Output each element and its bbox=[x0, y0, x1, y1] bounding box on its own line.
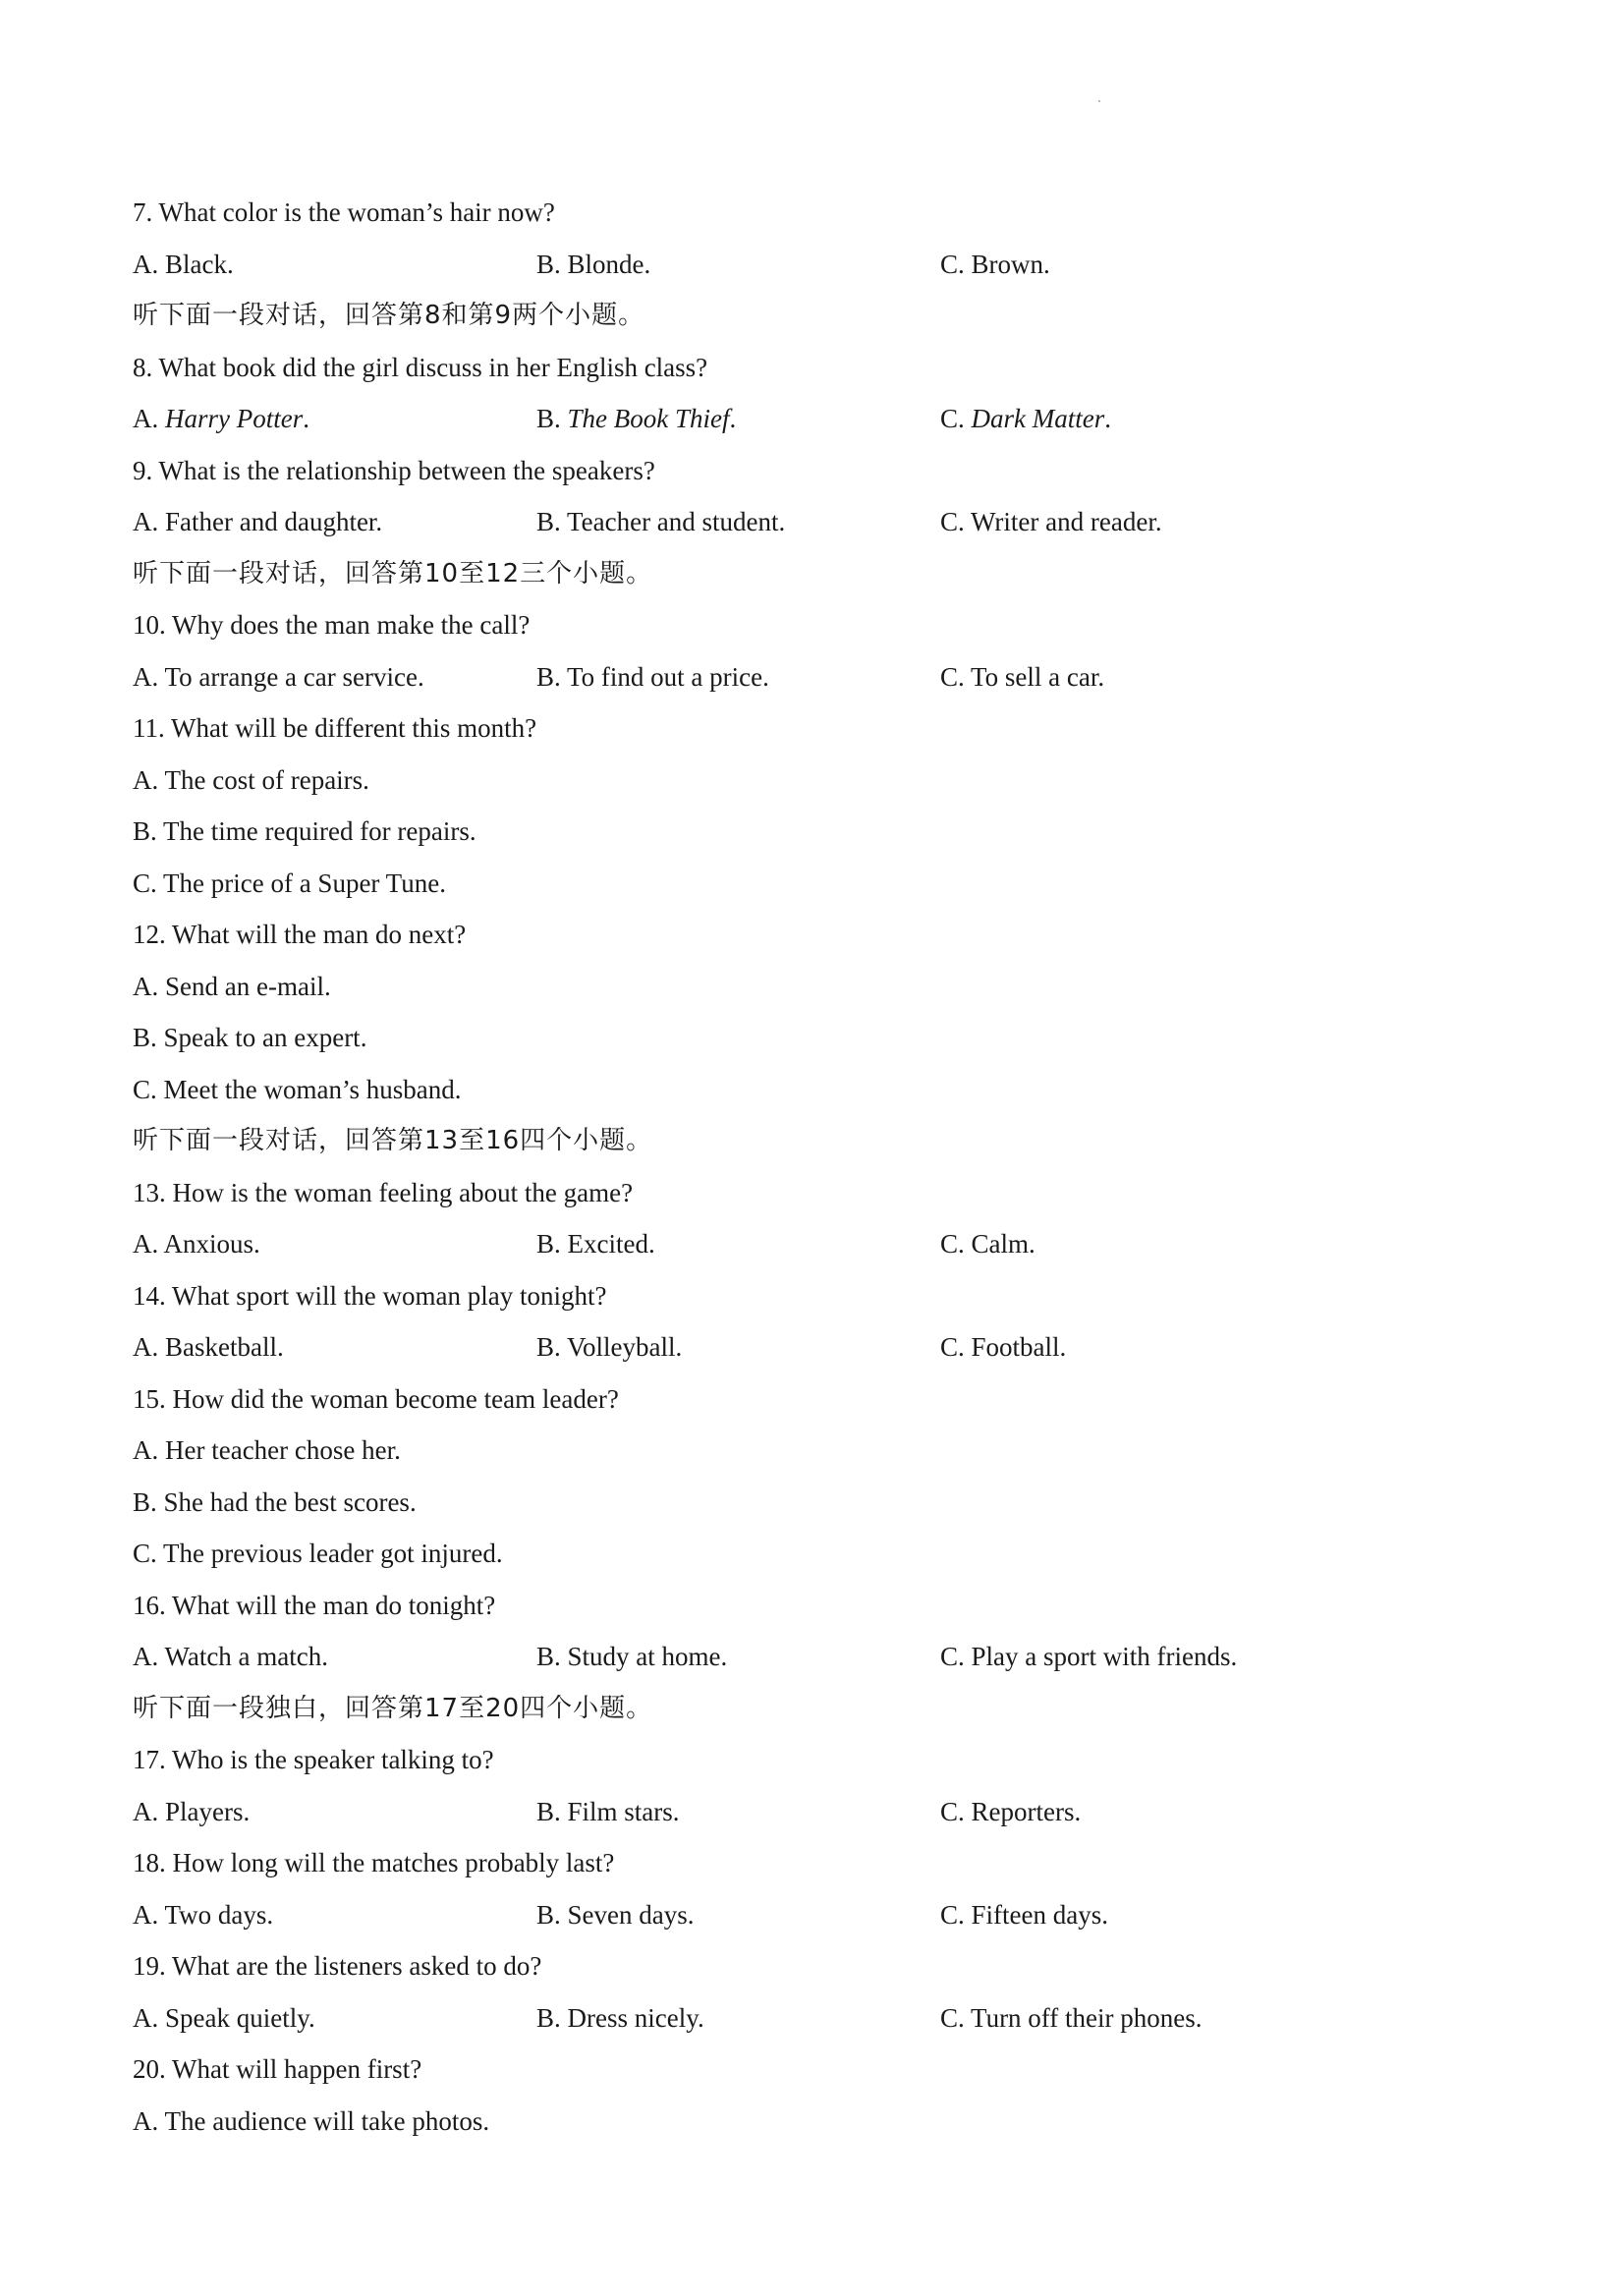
option-a: A. To arrange a car service. bbox=[133, 661, 424, 692]
question-line: C. The previous leader got injured. bbox=[133, 1539, 503, 1568]
section-instruction: 听下面一段独白，回答第17至20四个小题。 bbox=[133, 1693, 653, 1723]
option-row bbox=[133, 1786, 1528, 1838]
question-line: 7. What color is the woman’s hair now? bbox=[133, 197, 555, 227]
exam-content bbox=[133, 187, 1528, 2147]
book-title: Harry Potter bbox=[165, 404, 304, 433]
option-a: A. Players. bbox=[133, 1796, 251, 1826]
section-instruction: 听下面一段对话，回答第13至16四个小题。 bbox=[133, 1126, 653, 1155]
option-b: B. Film stars. bbox=[536, 1796, 680, 1826]
option-b bbox=[536, 393, 736, 445]
option-suffix: . bbox=[303, 404, 309, 433]
section-instruction: 听下面一段对话，回答第8和第9两个小题。 bbox=[133, 301, 645, 330]
option-a: A. Watch a match. bbox=[133, 1642, 329, 1671]
question-line: B. She had the best scores. bbox=[133, 1486, 417, 1517]
option-c: C. Turn off their phones. bbox=[940, 2002, 1203, 2033]
question-line: 8. What book did the girl discuss in her English class? bbox=[133, 352, 708, 382]
option-c: C. Fifteen days. bbox=[940, 1899, 1108, 1930]
option-a: A. Speak quietly. bbox=[133, 2002, 315, 2033]
option-b: B. Excited. bbox=[536, 1229, 655, 1259]
section-instruction: 听下面一段对话，回答第10至12三个小题。 bbox=[133, 558, 653, 588]
question-line: 19. What are the listeners asked to do? bbox=[133, 1951, 542, 1981]
question-line: A. Her teacher chose her. bbox=[133, 1435, 401, 1465]
option-c: C. Reporters. bbox=[940, 1796, 1082, 1826]
question-line: 15. How did the woman become team leader? bbox=[133, 1383, 619, 1414]
book-title: The Book Thief bbox=[567, 404, 730, 433]
option-row bbox=[133, 1321, 1528, 1373]
question-line: A. The audience will take photos. bbox=[133, 2105, 490, 2136]
option-row bbox=[133, 393, 1528, 445]
option-b: B. Blonde. bbox=[536, 249, 651, 279]
question-line: 18. How long will the matches probably last? bbox=[133, 1848, 615, 1877]
option-row bbox=[133, 1889, 1528, 1941]
option-prefix: A. bbox=[133, 404, 165, 433]
option-a: A. Basketball. bbox=[133, 1332, 284, 1362]
question-line: C. The price of a Super Tune. bbox=[133, 868, 446, 898]
option-c: C. Play a sport with friends. bbox=[940, 1642, 1238, 1671]
option-b: B. Dress nicely. bbox=[536, 2002, 704, 2033]
option-row bbox=[133, 1218, 1528, 1270]
option-c bbox=[940, 393, 1111, 445]
option-b: B. Teacher and student. bbox=[536, 507, 786, 536]
option-c: C. Football. bbox=[940, 1332, 1067, 1362]
question-line: 13. How is the woman feeling about the game? bbox=[133, 1177, 634, 1207]
option-a: A. Father and daughter. bbox=[133, 507, 383, 536]
question-line: C. Meet the woman’s husband. bbox=[133, 1074, 462, 1104]
option-a bbox=[133, 393, 309, 445]
option-a: A. Two days. bbox=[133, 1899, 274, 1930]
option-row bbox=[133, 239, 1528, 291]
option-prefix: C. bbox=[940, 404, 972, 433]
option-row bbox=[133, 651, 1528, 703]
question-line: A. Send an e-mail. bbox=[133, 971, 331, 1001]
option-prefix: B. bbox=[536, 404, 568, 433]
option-c: C. To sell a car. bbox=[940, 661, 1105, 692]
option-c: C. Calm. bbox=[940, 1229, 1035, 1259]
question-line: 9. What is the relationship between the speakers? bbox=[133, 455, 655, 485]
question-line: A. The cost of repairs. bbox=[133, 764, 369, 795]
question-line: 11. What will be different this month? bbox=[133, 713, 537, 743]
book-title: Dark Matter bbox=[971, 404, 1105, 433]
question-line: 14. What sport will the woman play tonight? bbox=[133, 1280, 607, 1311]
option-c: C. Writer and reader. bbox=[940, 507, 1162, 536]
option-suffix: . bbox=[729, 404, 737, 433]
option-row bbox=[133, 496, 1528, 548]
option-b: B. Study at home. bbox=[536, 1642, 728, 1671]
question-line: 16. What will the man do tonight? bbox=[133, 1590, 496, 1620]
option-a: A. Anxious. bbox=[133, 1229, 260, 1259]
stray-dot bbox=[1098, 100, 1100, 102]
option-b: B. Volleyball. bbox=[536, 1332, 683, 1362]
option-b: B. To find out a price. bbox=[536, 661, 769, 692]
option-row bbox=[133, 1992, 1528, 2044]
option-b: B. Seven days. bbox=[536, 1899, 695, 1930]
question-line: 20. What will happen first? bbox=[133, 2054, 422, 2084]
option-a: A. Black. bbox=[133, 249, 234, 279]
question-line: B. The time required for repairs. bbox=[133, 816, 476, 846]
question-line: B. Speak to an expert. bbox=[133, 1023, 367, 1052]
question-line: 17. Who is the speaker talking to? bbox=[133, 1745, 494, 1774]
question-line: 10. Why does the man make the call? bbox=[133, 610, 531, 640]
option-suffix: . bbox=[1104, 404, 1111, 433]
question-line: 12. What will the man do next? bbox=[133, 920, 467, 949]
option-c: C. Brown. bbox=[940, 249, 1050, 279]
option-row bbox=[133, 1631, 1528, 1683]
